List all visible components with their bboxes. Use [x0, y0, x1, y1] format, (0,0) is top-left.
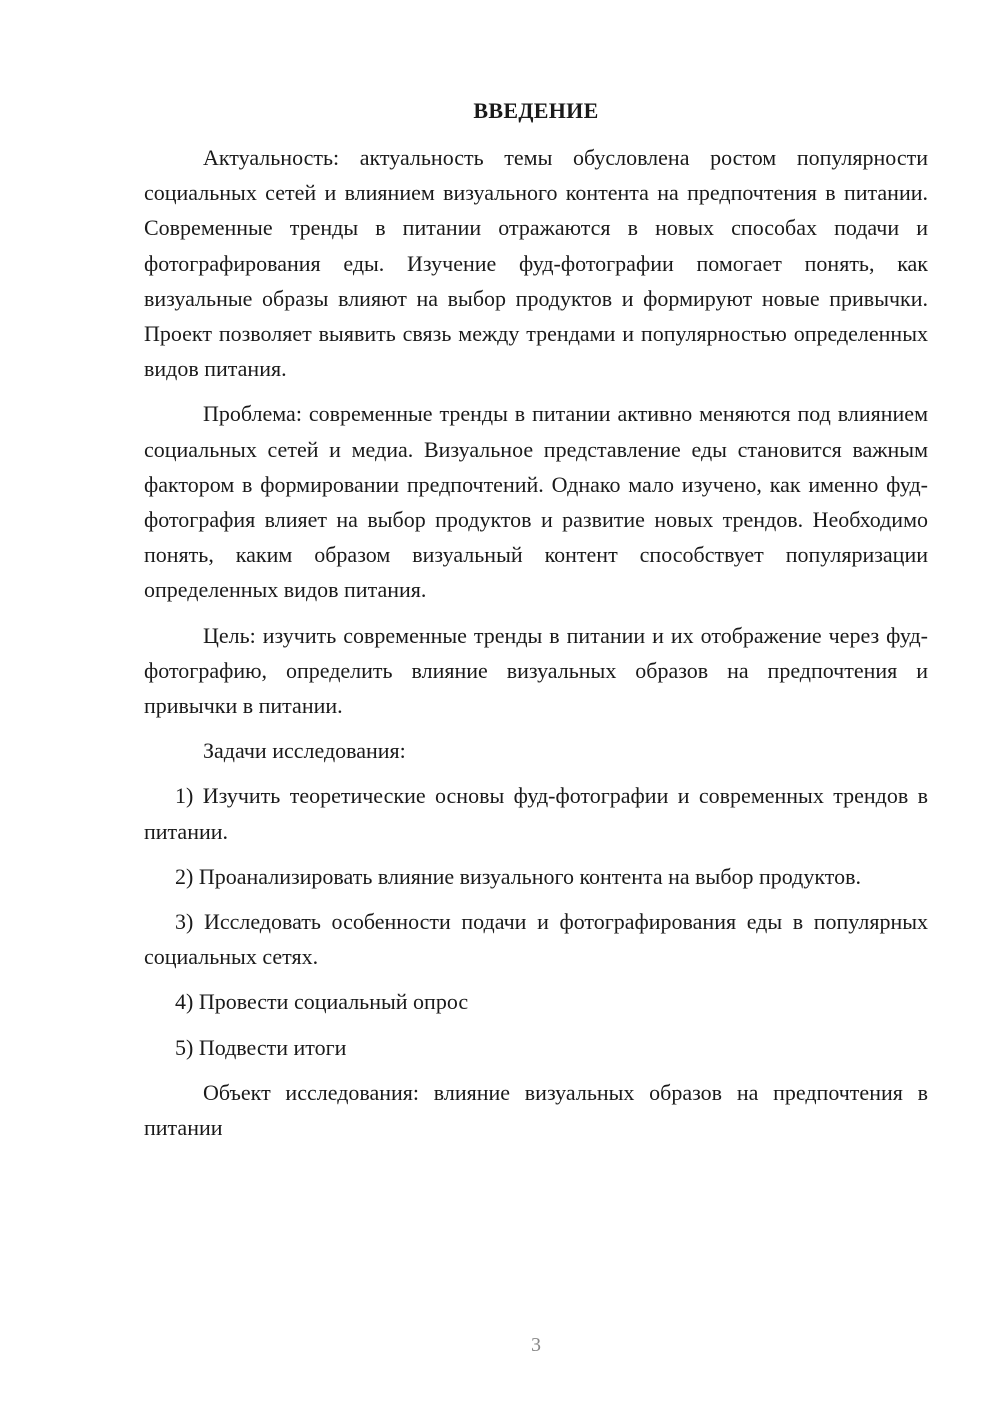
paragraph-problem: Проблема: современные тренды в питании активно меняются под влиянием социальных сетей и медиа. Визуальное представление еды становится важным фактором в формировании предпочтений. Однако мало изучено, как именно фуд-фотография влияет на выбор продуктов и развитие новых трендов. Необходимо понять, каким образом визуальный контент способствует популяризации определенных видов питания. [144, 401, 928, 603]
tasks-heading: Задачи исследования: [203, 738, 406, 764]
page-number: 3 [531, 1334, 541, 1356]
paragraph-relevance: Актуальность: актуальность темы обусловлена ростом популярности социальных сетей и влиянием визуального контента на предпочтения в питании. Современные тренды в питании отражаются в новых способах подачи и фотографирования еды. Изучение фуд-фотографии помогает понять, как визуальные образы влияют на выбор продуктов и формируют новые привычки. Проект позволяет выявить связь между трендами и популярностью определенных видов питания. [144, 145, 928, 382]
task-item-2: 2) Проанализировать влияние визуального контента на выбор продуктов. [175, 863, 861, 889]
section-title: ВВЕДЕНИЕ [473, 98, 599, 123]
task-item-1: 1) Изучить теоретические основы фуд-фотографии и современных трендов в питании. [144, 783, 928, 844]
document-page [144, 96, 928, 1155]
task-item-3: 3) Исследовать особенности подачи и фотографирования еды в популярных социальных сетях. [144, 909, 928, 970]
task-item-5: 5) Подвести итоги [175, 1034, 347, 1060]
paragraph-object: Объект исследования: влияние визуальных образов на предпочтения в питании [144, 1079, 928, 1141]
task-item-4: 4) Провести социальный опрос [175, 989, 469, 1015]
paragraph-goal: Цель: изучить современные тренды в питании и их отображение через фуд-фотографию, определить влияние визуальных образов на предпочтения и привычки в питании. [144, 622, 928, 719]
